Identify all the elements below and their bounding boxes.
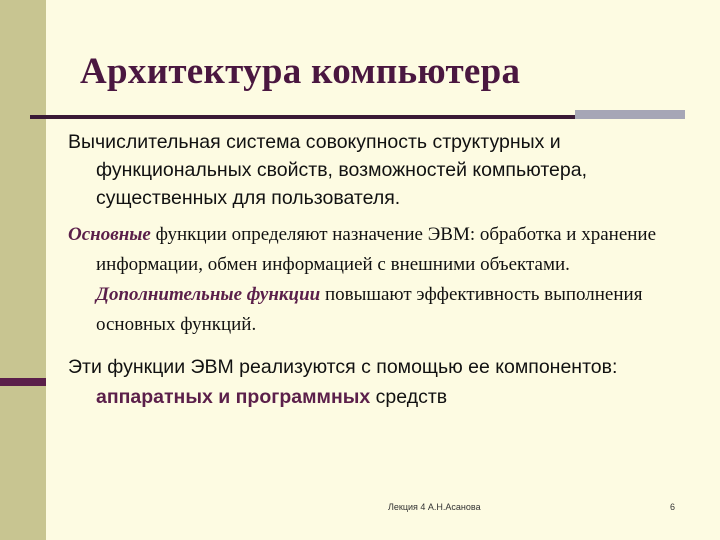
footer-page-number: 6 <box>670 502 676 512</box>
paragraph-functions-text-1: функции определяют назначение ЭВМ: обработка и хранение информации, обмен информацией с внешними объектами. <box>96 224 657 275</box>
slide-body <box>68 128 708 412</box>
paragraph-components <box>68 352 708 412</box>
title-divider-accent <box>575 110 685 119</box>
emphasis-additional-functions: Дополнительные функции <box>96 284 321 305</box>
paragraph-functions <box>68 220 708 340</box>
left-accent-stripe <box>0 378 46 386</box>
emphasis-hardware-software: аппаратных и программных <box>96 386 371 408</box>
paragraph-definition: Вычислительная система совокупность структурных и функциональных свойств, возможностей компьютера, существенных для пользователя. <box>68 131 587 209</box>
paragraph-components-text-2: средств <box>370 386 448 408</box>
left-decorative-bar <box>0 0 46 540</box>
slide-title: Архитектура компьютера <box>80 51 521 92</box>
paragraph-components-text-1: Эти функции ЭВМ реализуются с помощью ее компонентов: <box>68 356 618 378</box>
footer-lecture-author: Лекция 4 А.Н.Асанова <box>388 502 481 512</box>
emphasis-main-functions: Основные <box>68 224 151 245</box>
paragraph-functions-text-2: повышают эффективность выполнения основных функций. <box>96 284 643 335</box>
